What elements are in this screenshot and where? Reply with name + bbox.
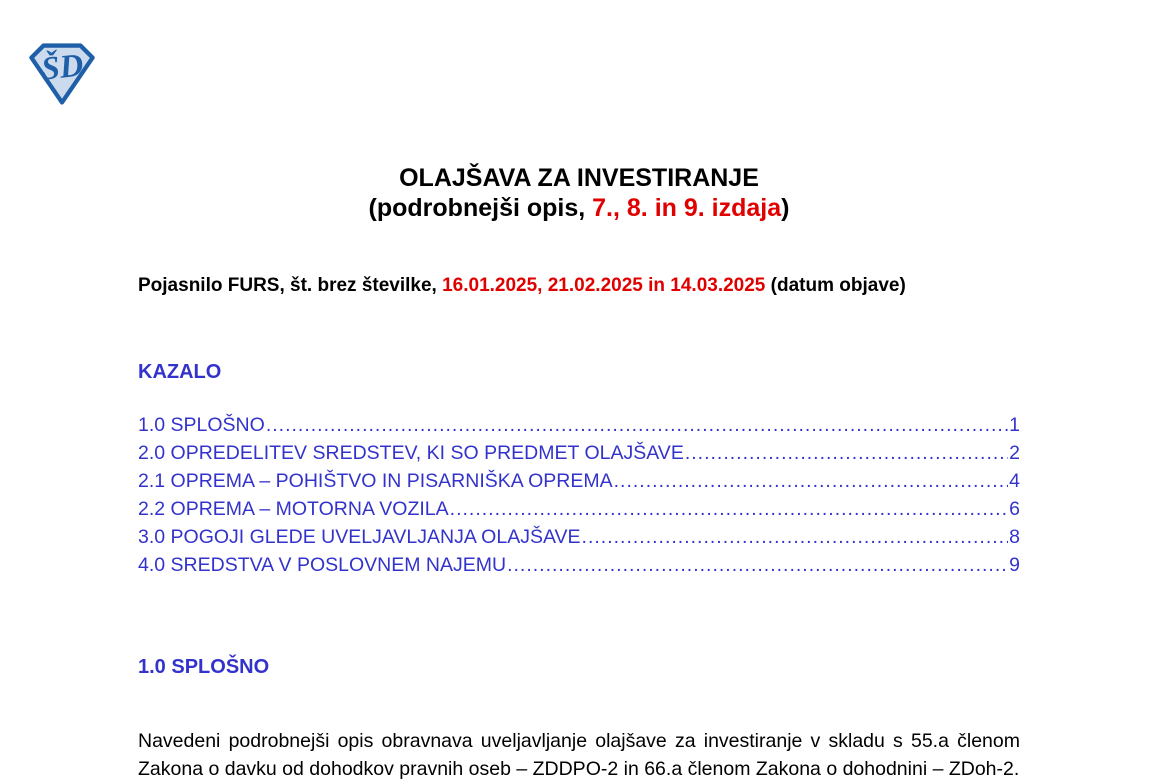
intro-suffix: (datum objave) [765,275,906,296]
document-title [138,163,1020,193]
toc-entry[interactable] [138,470,1020,498]
toc-entry-label: 1.0 SPLOŠNO [138,414,265,436]
toc-entry[interactable] [138,442,1020,470]
section-paragraph: Navedeni podrobnejši opis obravnava uveljavljanje olajšave za investiranje v skladu s 55.a členom Zakona o davku od dohodkov pravnih oseb – ZDDPO-2 in 66.a členom Zakona o dohodnini – ZDoh-2. [138,729,1020,780]
toc-entry-page-number: 8 [1009,526,1020,548]
toc-dot-leader [507,554,1008,577]
table-of-contents [138,414,1020,582]
toc-entry-label: 4.0 SREDSTVA V POSLOVNEM NAJEMU [138,554,507,576]
document-subtitle [138,193,1020,223]
intro-dates: 16.01.2025, 21.02.2025 in 14.03.2025 [442,275,766,296]
toc-entry[interactable] [138,554,1020,582]
subtitle-prefix: (podrobnejši opis, [368,194,593,222]
toc-dot-leader [266,414,1008,437]
toc-entry-page-number: 6 [1009,498,1020,520]
toc-entry-label: 2.0 OPREDELITEV SREDSTEV, KI SO PREDMET OLAJŠAVE [138,442,684,464]
toc-entry[interactable] [138,526,1020,554]
logo-letters: ŠD [39,47,86,88]
toc-entry[interactable] [138,498,1020,526]
sd-diamond-logo-icon [26,42,98,106]
toc-entry-label: 2.2 OPREMA – MOTORNA VOZILA [138,498,449,520]
toc-heading: KAZALO [138,361,222,383]
toc-entry-page-number: 2 [1009,442,1020,464]
toc-entry-label: 3.0 POGOJI GLEDE UVELJAVLJANJA OLAJŠAVE [138,526,581,548]
toc-dot-leader [685,442,1008,465]
subtitle-edition-highlight: 7., 8. in 9. izdaja [592,194,782,222]
toc-entry-label: 2.1 OPREMA – POHIŠTVO IN PISARNIŠKA OPREMA [138,470,613,492]
toc-dot-leader [450,498,1008,521]
intro-prefix: Pojasnilo FURS, št. brez številke, [138,275,443,296]
subtitle-suffix: ) [781,194,790,222]
title-text: OLAJŠAVA ZA INVESTIRANJE [399,164,759,192]
toc-dot-leader [582,526,1009,549]
toc-entry[interactable] [138,414,1020,442]
toc-entry-page-number: 4 [1009,470,1020,492]
toc-dot-leader [614,470,1009,493]
toc-entry-page-number: 1 [1009,414,1020,436]
section-heading: 1.0 SPLOŠNO [138,656,270,678]
toc-entry-page-number: 9 [1009,554,1020,576]
document-title-block [138,163,1020,223]
intro-paragraph [138,272,1020,300]
